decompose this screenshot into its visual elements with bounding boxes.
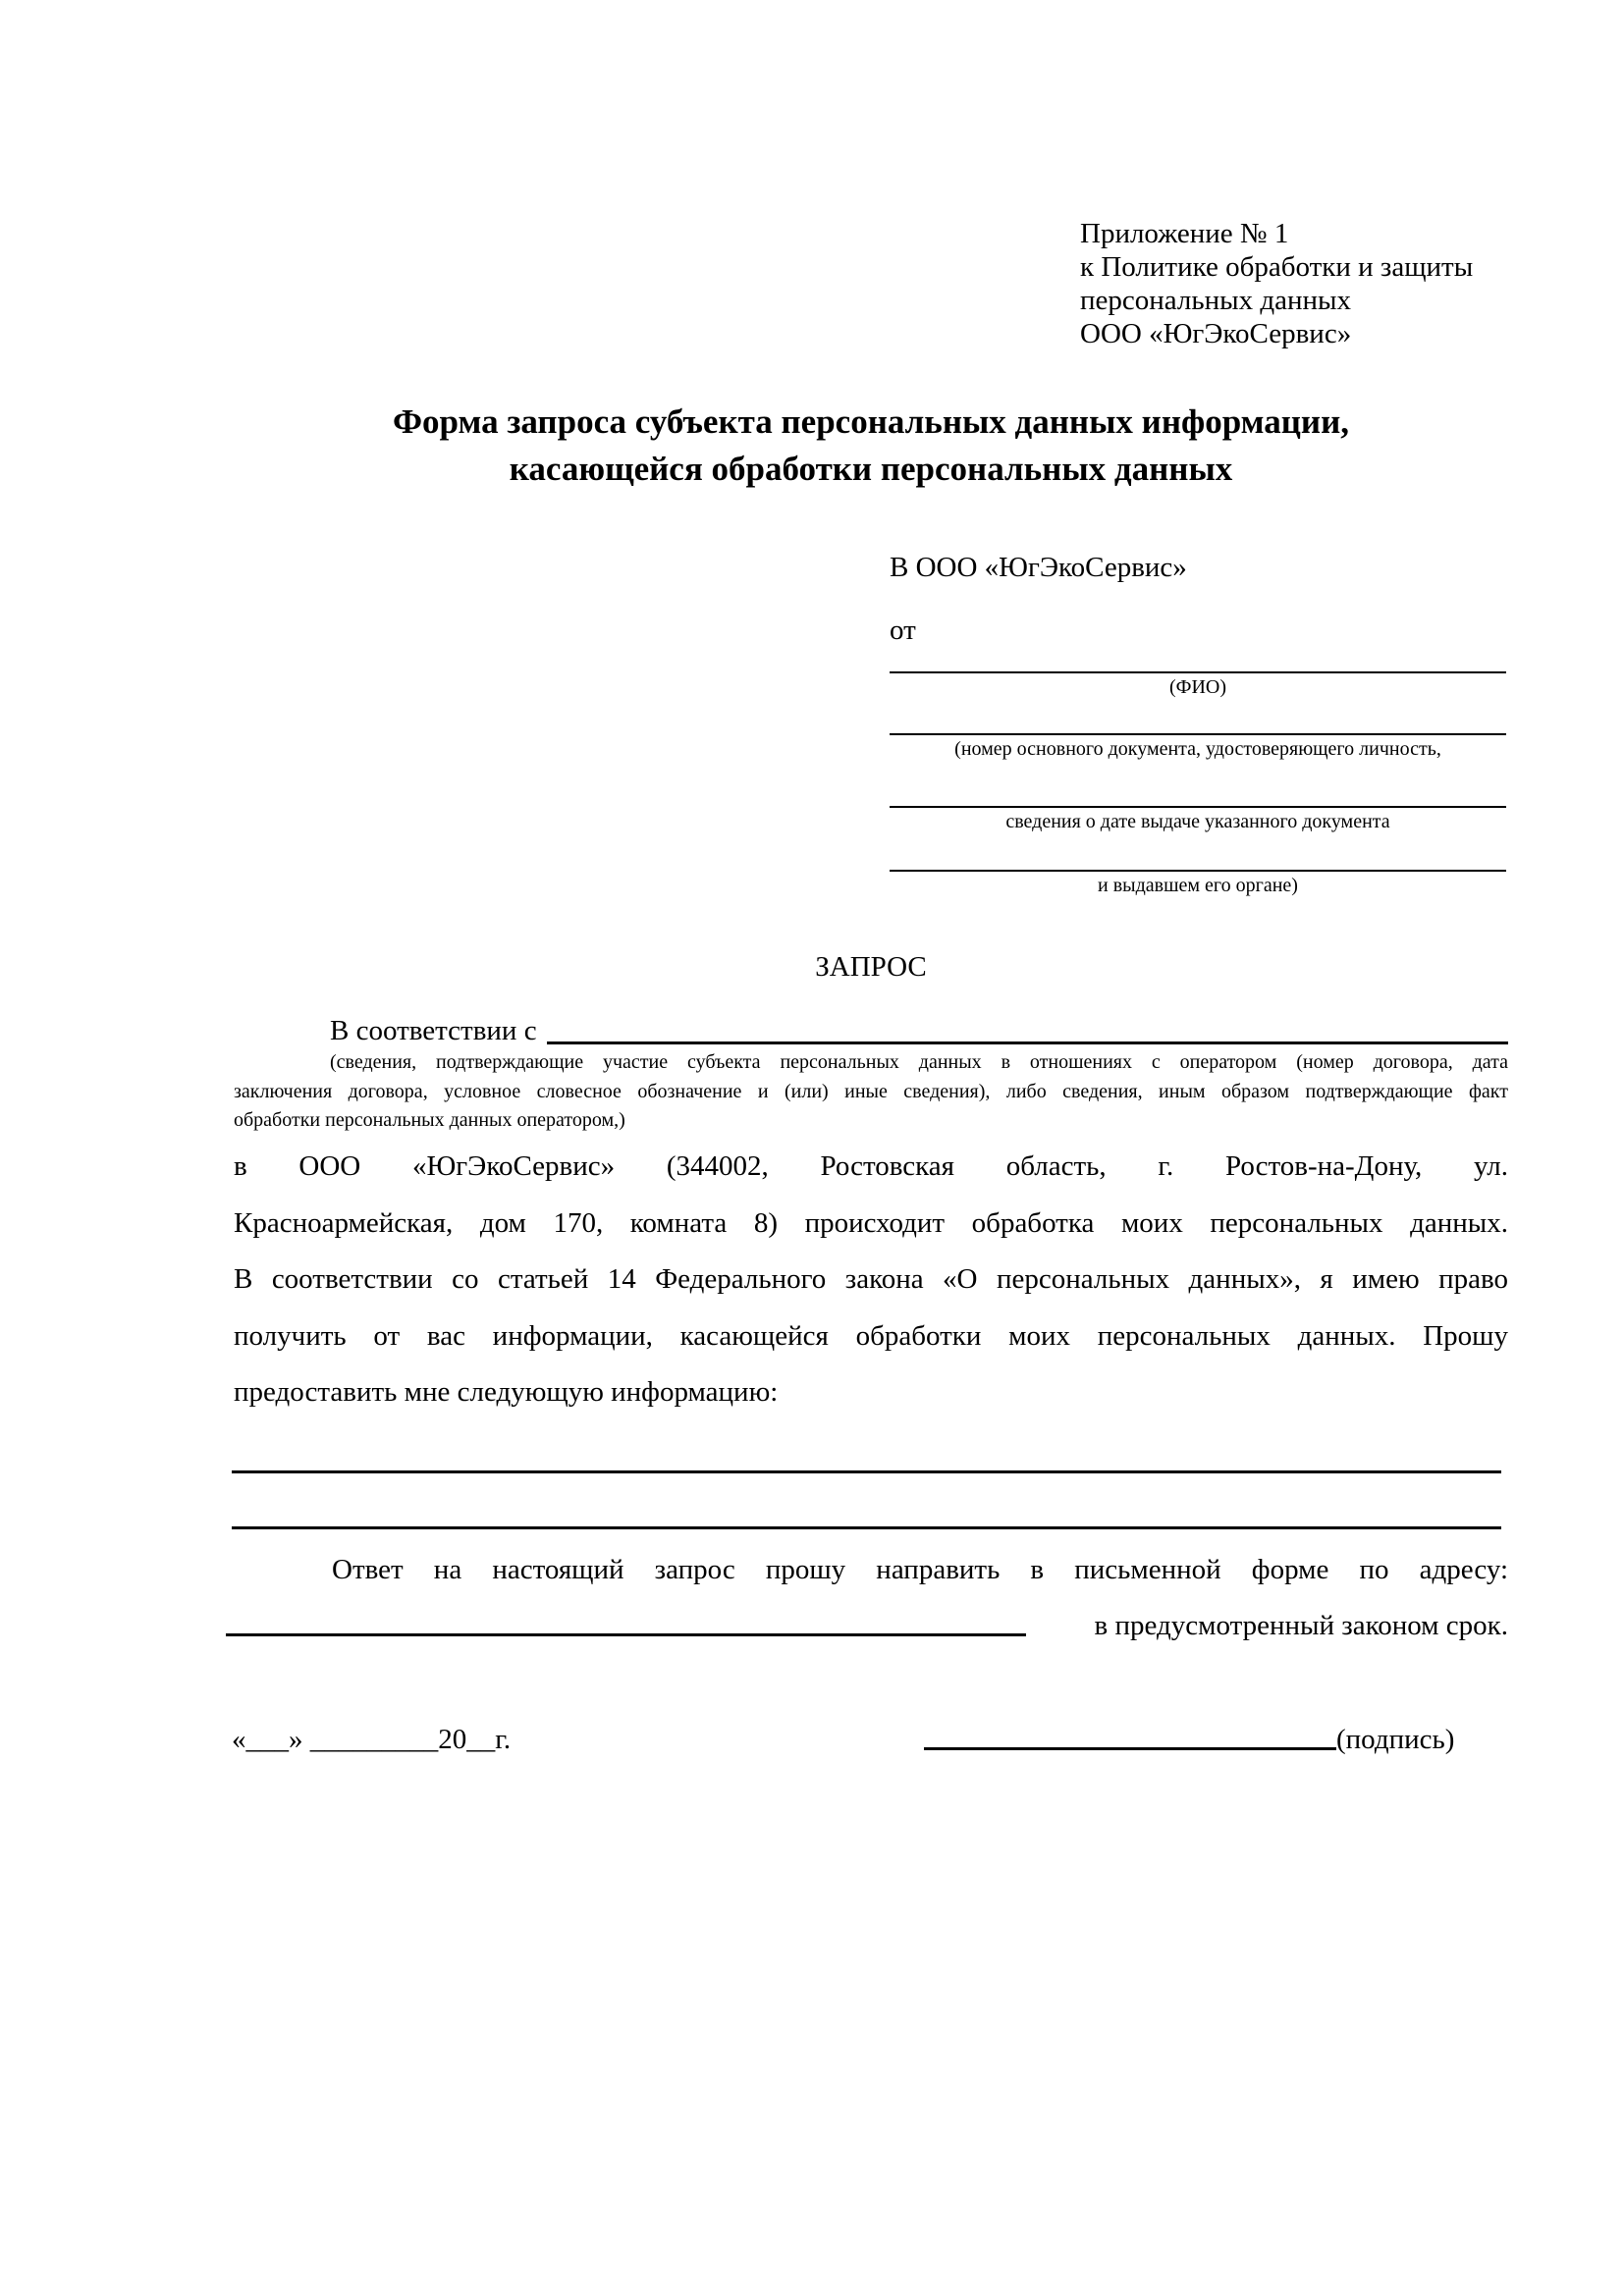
field-issuing-authority [890, 870, 1506, 897]
field-issue-date [890, 806, 1506, 833]
paragraph-indent [234, 1015, 330, 1047]
footnote-text [234, 1048, 1508, 1136]
annex-header-block [1080, 217, 1473, 350]
fio-blank-line [890, 671, 1506, 673]
annex-line: ООО «ЮгЭкоСервис» [1080, 318, 1352, 349]
footnote-line: (сведения, подтверждающие участие субъекта персональных данных в отношениях с оператором (номер договора, дата [330, 1051, 1508, 1073]
reply-request-line: Ответ на настоящий запрос прошу направить в письменной форме по адресу: [332, 1554, 1508, 1585]
body-line: получить от вас информации, касающейся обработки моих персональных данных. Прошу [234, 1319, 1508, 1352]
issue-date-caption: сведения о дате выдаче указанного документа [1005, 811, 1390, 832]
date-fill-line: «___» _________20__г. [232, 1724, 512, 1755]
title-line: Форма запроса субъекта персональных данных информации, [392, 402, 1350, 441]
body-line: В соответствии со статьей 14 Федерального закона «О персональных данных», я имею право [234, 1263, 1508, 1295]
signature-label: (подпись) [1336, 1724, 1455, 1755]
body-line: предоставить мне следующую информацию: [234, 1376, 779, 1408]
body-line: в ООО «ЮгЭкоСервис» (344002, Ростовская область, г. Ростов-на-Дону, ул. [234, 1150, 1508, 1182]
address-blank-line [226, 1633, 1026, 1636]
request-heading: ЗАПРОС [815, 951, 927, 983]
annex-line: Приложение № 1 [1080, 218, 1289, 249]
signature-blank-line [924, 1747, 1336, 1750]
title-line: касающейся обработки персональных данных [509, 450, 1233, 488]
footnote-line: заключения договора, условное словесное обозначение и (или) иные сведения), либо сведения, иным образом подтверждающие факт [234, 1080, 1508, 1102]
addressee-block [890, 536, 1187, 662]
annex-line: к Политике обработки и защиты [1080, 251, 1474, 283]
issuing-authority-caption: и выдавшем его органе) [1098, 875, 1298, 896]
fio-caption: (ФИО) [1168, 676, 1226, 698]
addressee-from-label: от [890, 614, 916, 646]
body-line: Красноармейская, дом 170, комната 8) происходит обработка моих персональных данных. [234, 1206, 1508, 1239]
info-blank-line-2 [232, 1526, 1501, 1529]
addressee-to: В ООО «ЮгЭкоСервис» [890, 552, 1187, 583]
field-fio [890, 671, 1506, 699]
accordance-lead: В соответствии с [330, 1015, 537, 1046]
annex-line: персональных данных [1080, 285, 1352, 316]
accordance-row [234, 1015, 1508, 1047]
document-number-blank-line [890, 733, 1506, 735]
reply-suffix: в предусмотренный законом срок. [1094, 1610, 1508, 1641]
body-paragraph [234, 1139, 1508, 1421]
footnote-line: обработки персональных данных оператором,) [234, 1109, 625, 1131]
issue-date-blank-line [890, 806, 1506, 808]
accordance-blank-line [547, 1015, 1508, 1044]
field-document-number [890, 733, 1506, 761]
document-number-caption: (номер основного документа, удостоверяющего личность, [954, 738, 1441, 760]
document-title [234, 399, 1508, 493]
issuing-authority-blank-line [890, 870, 1506, 872]
info-blank-line-1 [232, 1470, 1501, 1473]
